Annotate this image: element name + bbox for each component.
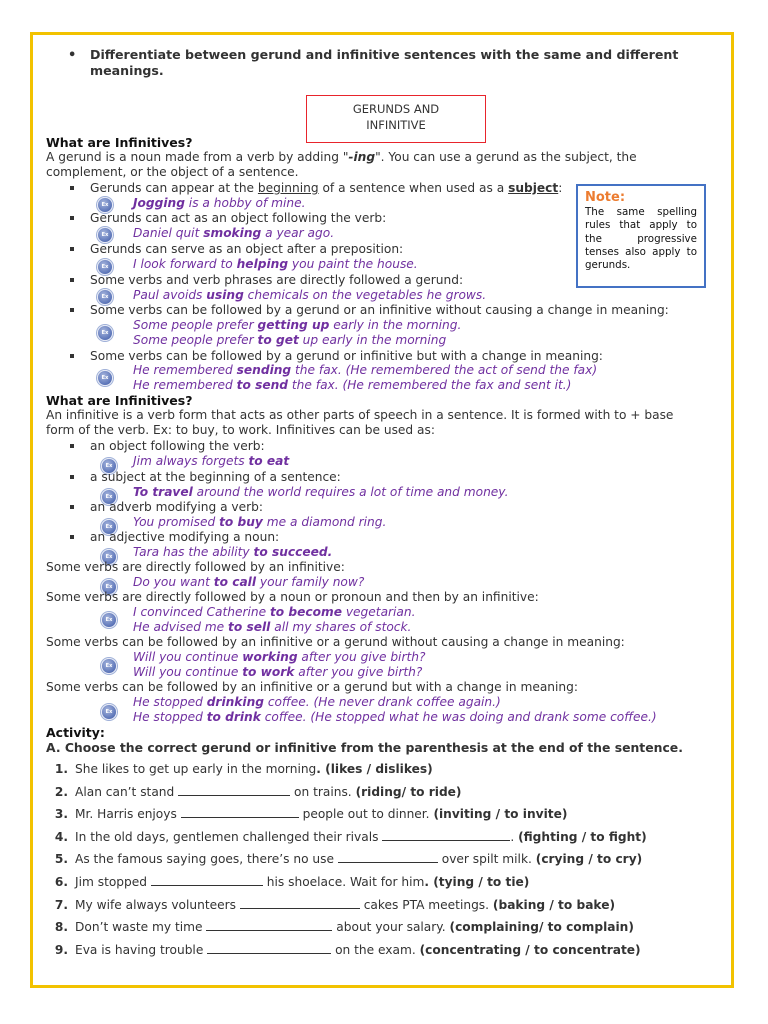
example-icon: Ex: [101, 579, 117, 595]
activity-item-choices: (inviting / to invite): [433, 807, 568, 822]
s1-example-6b: [133, 378, 571, 393]
example-icon: Ex: [101, 612, 117, 628]
activity-item-text: Don’t waste my time: [75, 920, 207, 935]
answer-blank[interactable]: [181, 807, 299, 818]
title-box: [306, 95, 486, 143]
ex6b-bold: to send: [236, 378, 289, 392]
s2-example-3: [133, 515, 386, 530]
activity-item-text: In the old days, gentlemen challenged their rivals: [75, 829, 383, 844]
s2-example-6b: [133, 620, 411, 635]
activity-item-number: 9.: [54, 942, 68, 957]
b1-underline: beginning: [257, 181, 319, 195]
example-icon: Ex: [101, 658, 117, 674]
s2-example-8a: [133, 695, 501, 710]
s2ex6a-b: vegetarian.: [341, 605, 416, 619]
example-icon: Ex: [101, 458, 117, 474]
example-icon: Ex: [97, 227, 113, 243]
s2ex6a-bold: to become: [269, 605, 342, 619]
s2-paragraph-2: Some verbs are directly followed by a noun or pronoun and then by an infinitive:: [46, 590, 539, 604]
answer-blank[interactable]: [151, 875, 263, 886]
s2ex8b-bold: to drink: [206, 710, 261, 724]
s1-example-4: [133, 288, 486, 303]
activity-item-text: She likes to get up early in the morning: [75, 762, 317, 776]
ex6b-a: He remembered: [133, 378, 237, 392]
s2-example-7a: [133, 650, 425, 665]
s1-bullet-3: Gerunds can serve as an object after a preposition:: [90, 242, 404, 256]
activity-item-choices: (crying / to cry): [535, 852, 643, 867]
b1-text-c: :: [558, 181, 563, 195]
activity-item-text-after: about your salary.: [332, 920, 450, 935]
activity-item-number: 4.: [54, 829, 68, 844]
s2-example-8b: [133, 710, 657, 725]
ex4-a: Paul avoids: [133, 288, 207, 302]
s2ex2-b: around the world requires a lot of time and money.: [192, 485, 509, 499]
activity-item-text: Mr. Harris enjoys: [75, 807, 181, 822]
activity-item-choices: (riding/ to ride): [355, 784, 462, 799]
s2ex8a-b: coffee. (He never drank coffee again.): [263, 695, 501, 709]
ex5a-bold: getting up: [257, 318, 330, 332]
activity-item-text-after: people out to dinner.: [298, 807, 434, 822]
activity-item: [46, 920, 634, 935]
s1-bullet-4: Some verbs and verb phrases are directly followed a gerund:: [90, 273, 464, 287]
objective-bullet-marker: •: [68, 48, 77, 63]
s1-bullet-1: [90, 181, 562, 196]
s2ex7b-a: Will you continue: [133, 665, 243, 679]
activity-item-text-after: on trains.: [290, 784, 356, 799]
s2ex7b-b: after you give birth?: [294, 665, 423, 679]
activity-item: [46, 943, 641, 958]
ex6a-b: the fax. (He remembered the act of send the fax): [291, 363, 598, 377]
activity-item-number: 3.: [54, 807, 68, 822]
ex1-rest: is a hobby of mine.: [184, 196, 306, 210]
ex3-a: I look forward to: [133, 257, 237, 271]
example-icon: Ex: [101, 489, 117, 505]
s2-example-5: [133, 575, 364, 590]
ex2-a: Daniel quit: [133, 226, 204, 240]
activity-item: [46, 875, 529, 890]
s2ex8b-b: coffee. (He stopped what he was doing and drank some coffee.): [260, 710, 657, 724]
section2-heading: What are Infinitives?: [46, 393, 193, 408]
s1-bullet-6: Some verbs can be followed by a gerund or infinitive but with a change in meaning:: [90, 349, 603, 363]
s2-example-1: [133, 454, 289, 469]
activity-item: [46, 785, 462, 800]
ex2-b: a year ago.: [261, 226, 335, 240]
activity-item-text: Jim stopped: [75, 875, 151, 889]
activity-item-choices: (fighting / to fight): [518, 829, 647, 844]
answer-blank[interactable]: [338, 852, 438, 863]
s2ex6b-b: all my shares of stock.: [270, 620, 412, 634]
s2-paragraph-1: Some verbs are directly followed by an infinitive:: [46, 560, 345, 574]
example-icon: Ex: [101, 519, 117, 535]
s2ex5-bold: to call: [213, 575, 257, 589]
activity-item-text: My wife always volunteers: [75, 897, 240, 912]
s2ex7a-bold: working: [242, 650, 298, 664]
bullet-square: [70, 354, 74, 358]
activity-item: [46, 898, 615, 913]
bullet-square: [70, 247, 74, 251]
ex2-bold: smoking: [203, 226, 262, 240]
activity-item-text-after: his shoelace. Wait for him: [262, 875, 425, 889]
activity-item-text-after: cakes PTA meetings.: [359, 897, 493, 912]
s2ex4-a: Tara has the ability: [133, 545, 254, 559]
s1-example-1: [133, 196, 305, 211]
ex5a-b: early in the morning.: [329, 318, 462, 332]
activity-item-text: Alan can’t stand: [75, 784, 179, 799]
answer-blank[interactable]: [240, 898, 360, 909]
example-icon: Ex: [101, 704, 117, 720]
s2ex1-a: Jim always forgets: [133, 454, 249, 468]
s2ex5-b: your family now?: [256, 575, 365, 589]
activity-item: [46, 762, 433, 777]
b1-subject: subject: [508, 181, 559, 195]
s2-example-6a: [133, 605, 416, 620]
note-box: [576, 184, 706, 288]
bullet-square: [70, 475, 74, 479]
activity-item-text-after: over spilt milk.: [437, 852, 536, 867]
s2ex5-a: Do you want: [133, 575, 214, 589]
activity-item-text-after: on the exam.: [331, 942, 420, 957]
activity-item-choices: (complaining/ to complain): [449, 920, 634, 935]
activity-item-text: Eva is having trouble: [75, 942, 208, 957]
s2ex8a-a: He stopped: [133, 695, 207, 709]
answer-blank[interactable]: [207, 943, 331, 954]
activity-item-number: 7.: [54, 897, 68, 912]
activity-item: [46, 852, 642, 867]
activity-item-text-after: .: [510, 829, 519, 844]
s2ex6b-a: He advised me: [133, 620, 229, 634]
ex4-bold: using: [206, 288, 244, 302]
s1-example-5b: [133, 333, 446, 348]
s2-paragraph-4: Some verbs can be followed by an infinitive or a gerund but with a change in meaning:: [46, 680, 578, 694]
activity-heading: Activity:: [46, 725, 105, 740]
section1-intro-line1: [46, 150, 637, 165]
s1-example-6a: [133, 363, 597, 378]
bullet-square: [70, 505, 74, 509]
s1-example-3: [133, 257, 418, 272]
activity-item-number: 1.: [54, 762, 68, 776]
answer-blank[interactable]: [206, 920, 332, 931]
s2ex6a-a: I convinced Catherine: [133, 605, 270, 619]
ex5b-b: up early in the morning: [298, 333, 447, 347]
s2ex3-b: me a diamond ring.: [262, 515, 387, 529]
example-icon: Ex: [101, 549, 117, 565]
objective-text: Differentiate between gerund and infinitive sentences with the same and different meanings.: [90, 47, 679, 78]
example-icon: Ex: [97, 259, 113, 275]
ex6b-b: the fax. (He remembered the fax and sent it.): [288, 378, 572, 392]
section2-intro-line2: form of the verb. Ex: to buy, to work. Infinitives can be used as:: [46, 423, 435, 437]
s2ex1-bold: to eat: [248, 454, 290, 468]
s2-example-7b: [133, 665, 422, 680]
s2ex7a-b: after you give birth?: [297, 650, 426, 664]
activity-item-number: 8.: [54, 920, 68, 935]
ex4-b: chemicals on the vegetables he grows.: [243, 288, 487, 302]
ex6a-bold: sending: [236, 363, 292, 377]
bullet-square: [70, 308, 74, 312]
answer-blank[interactable]: [382, 830, 510, 841]
s1-bullet-5: Some verbs can be followed by a gerund or an infinitive without causing a change in meaning:: [90, 303, 669, 317]
s2-bullet-2: a subject at the beginning of a sentence:: [90, 470, 341, 484]
example-icon: Ex: [97, 370, 113, 386]
ex3-bold: helping: [236, 257, 289, 271]
s1-bullet-2: Gerunds can act as an object following the verb:: [90, 211, 387, 225]
example-icon: Ex: [97, 197, 113, 213]
section2-intro-line1: An infinitive is a verb form that acts as other parts of speech in a sentence. It is formed with to + base: [46, 408, 674, 422]
activity-item-choices: (concentrating / to concentrate): [419, 942, 641, 957]
ex5a-a: Some people prefer: [133, 318, 258, 332]
s2-bullet-1: an object following the verb:: [90, 439, 265, 453]
bullet-square: [70, 535, 74, 539]
example-icon: Ex: [97, 325, 113, 341]
ex1-bold: Jogging: [133, 196, 185, 210]
activity-item-choices: . (likes / dislikes): [316, 762, 433, 776]
note-body: The same spelling rules that apply to the progressive tenses also apply to gerunds.: [585, 206, 697, 272]
intro-ing: -ing: [348, 150, 376, 164]
s2-example-2: [133, 485, 508, 500]
s2-bullet-4: an adjective modifying a noun:: [90, 530, 280, 544]
activity-item-text: As the famous saying goes, there’s no use: [75, 852, 338, 867]
ex6a-a: He remembered: [133, 363, 237, 377]
bullet-square: [70, 444, 74, 448]
activity-item-choices: . (tying / to tie): [424, 875, 530, 889]
intro-text-b: ". You can use a gerund as the subject, the: [375, 150, 637, 164]
ex5b-a: Some people prefer: [133, 333, 258, 347]
s1-example-5a: [133, 318, 461, 333]
s2-example-4: [133, 545, 332, 560]
s2-paragraph-3: Some verbs can be followed by an infinitive or a gerund without causing a change in meaning:: [46, 635, 625, 649]
bullet-square: [70, 278, 74, 282]
activity-item-choices: (baking / to bake): [492, 897, 616, 912]
activity-item-number: 2.: [54, 784, 68, 799]
s2ex8b-a: He stopped: [133, 710, 207, 724]
ex3-b: you paint the house.: [288, 257, 418, 271]
s2ex4-bold: to succeed.: [253, 545, 333, 559]
bullet-square: [70, 216, 74, 220]
s2ex2-bold: To travel: [133, 485, 193, 499]
activity-item: [46, 807, 567, 822]
ex5b-bold: to get: [257, 333, 299, 347]
s2ex7b-bold: to work: [242, 665, 295, 679]
section1-intro-line2: complement, or the object of a sentence.: [46, 165, 299, 179]
answer-blank[interactable]: [178, 785, 290, 796]
s2ex8a-bold: drinking: [206, 695, 264, 709]
s1-example-2: [133, 226, 334, 241]
title-line-1: GERUNDS AND: [352, 102, 440, 116]
s2ex3-a: You promised: [133, 515, 220, 529]
s2ex6b-bold: to sell: [228, 620, 271, 634]
s2-bullet-3: an adverb modifying a verb:: [90, 500, 263, 514]
section1-heading: What are Infinitives?: [46, 135, 193, 150]
s2ex7a-a: Will you continue: [133, 650, 243, 664]
intro-text-a: A gerund is a noun made from a verb by adding ": [46, 150, 349, 164]
example-icon: Ex: [97, 289, 113, 305]
b1-text-a: Gerunds can appear at the: [90, 181, 258, 195]
activity-item-number: 5.: [54, 852, 68, 867]
b1-text-b: of a sentence when used as a: [318, 181, 509, 195]
activity-item-number: 6.: [54, 875, 68, 889]
bullet-square: [70, 186, 74, 190]
title-line-2: INFINITIVE: [366, 118, 426, 132]
activity-item: [46, 830, 647, 845]
s2ex3-bold: to buy: [219, 515, 263, 529]
note-title: Note:: [585, 190, 626, 205]
activity-instruction: A. Choose the correct gerund or infinitive from the parenthesis at the end of the sentence.: [46, 740, 683, 755]
